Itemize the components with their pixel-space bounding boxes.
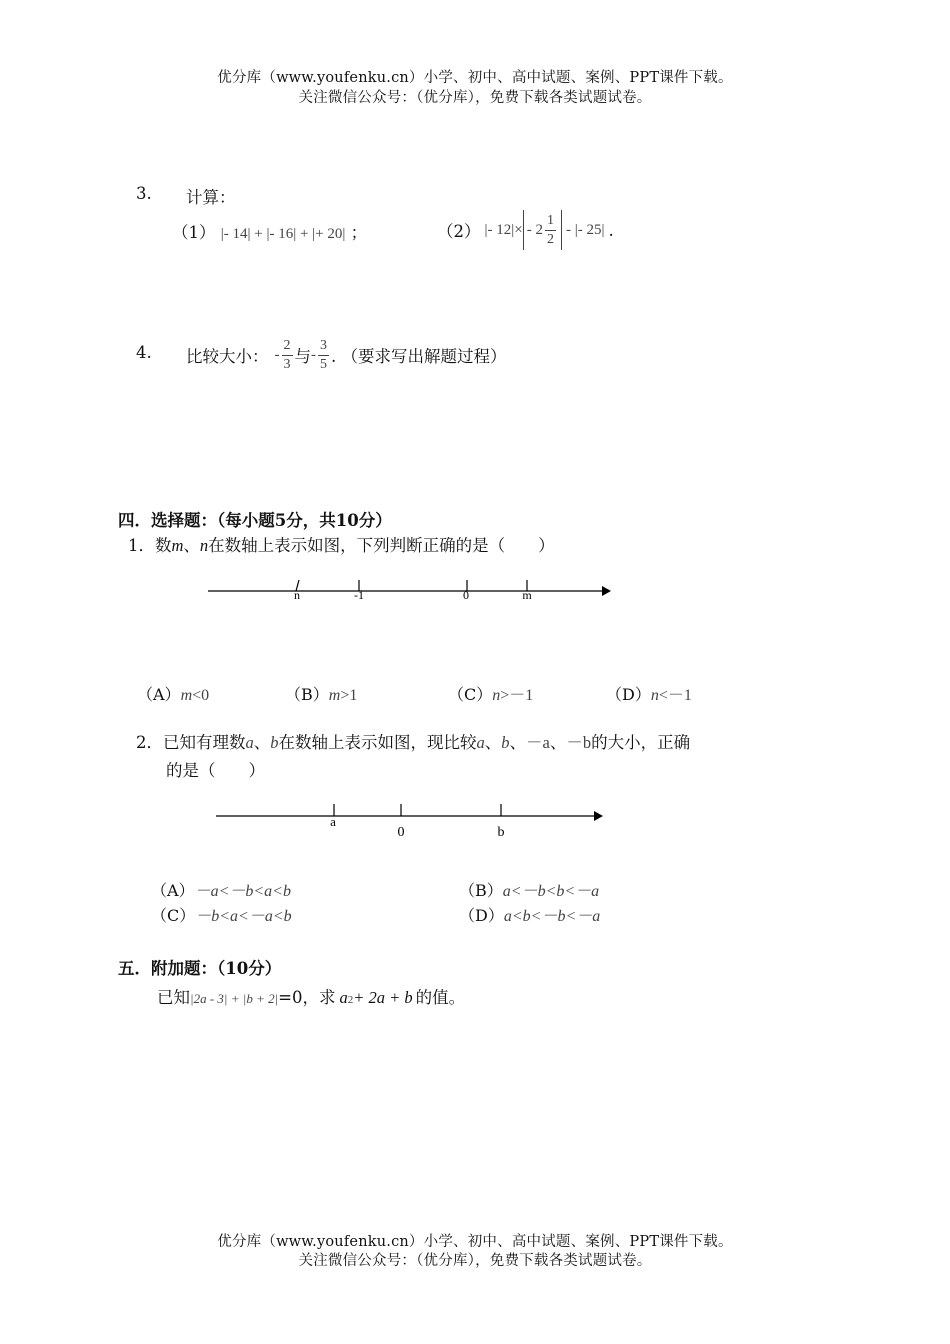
sec4-q2-list-neg-b: －b xyxy=(566,733,592,752)
q4-number: 4. xyxy=(136,343,152,362)
q4-frac2-sign: - xyxy=(311,346,316,363)
section4-title: 四．选择题：（每小题5分，共10分） xyxy=(118,511,392,530)
q3-part2-end: . xyxy=(608,220,614,240)
q3-part2-label: （2） xyxy=(437,222,481,241)
sec4-q2-stem-b: 在数轴上表示如图，现比较 xyxy=(278,733,477,752)
q3-part2-fraction xyxy=(545,214,556,247)
sec5-abs-expr: |2a - 3| + |b + 2| xyxy=(190,991,279,1006)
sec4-q2-sep: 、 xyxy=(253,733,271,752)
header-line-2: 关注微信公众号：（优分库），免费下载各类试题试卷。 xyxy=(298,90,652,106)
label-b: b xyxy=(497,825,505,840)
sec4-q2-var-a: a xyxy=(245,733,254,752)
q4-frac2-den: 5 xyxy=(320,356,327,372)
option-b-var: m xyxy=(328,687,341,704)
sec4-q1-sep: 、 xyxy=(183,536,200,555)
q2-option-b-expr: a<－b<b<－a xyxy=(502,883,600,900)
sec4-q1-option-b[interactable] xyxy=(285,682,357,705)
q3-part2-frac-den: 2 xyxy=(546,231,554,247)
option-c-var: n xyxy=(492,687,501,704)
label-neg1: -1 xyxy=(354,588,364,602)
sec4-q2-list-sep3: 、 xyxy=(549,733,567,752)
option-d-label: （D） xyxy=(606,685,651,704)
sec4-q1-var-m: m xyxy=(171,536,184,555)
q2-option-c-label: （C） xyxy=(151,906,196,925)
footer-line-1: 优分库（www.youfenku.cn）小学、初中、高中试题、案例、PPT课件下载。 xyxy=(217,1234,733,1250)
sec5-target-a: a xyxy=(339,988,348,1007)
q4-fraction-2 xyxy=(318,339,329,372)
sec4-q2-stem-c: 的大小，正确 xyxy=(591,733,691,752)
sec5-problem xyxy=(157,984,465,1008)
q4-frac1-sign: - xyxy=(274,346,280,363)
option-a-label: （A） xyxy=(137,685,181,704)
q3-part1-label: （1） xyxy=(172,223,216,242)
q4-tail: . （要求写出解题过程） xyxy=(331,347,507,366)
sec4-q2-stem-a: 2．已知有理数 xyxy=(136,733,246,752)
sec4-q1-option-d[interactable] xyxy=(606,682,692,705)
q3-part2-abs1: |- 12| xyxy=(484,221,515,238)
q2-option-d-expr: a<b<－b<－a xyxy=(503,908,601,925)
sec4-q2-var-b: b xyxy=(270,733,279,752)
sec5-target-exp: 2 xyxy=(347,994,354,1006)
label-m: m xyxy=(522,588,532,602)
sec4-q2-option-c[interactable] xyxy=(151,903,292,926)
q4-frac1-den: 3 xyxy=(283,356,291,372)
sec4-q1-stem-rest: 在数轴上表示如图，下列判断正确的是（ ） xyxy=(208,536,555,555)
q3-part2-mixed-whole: - 2 xyxy=(526,221,543,238)
sec4-q1-option-a[interactable] xyxy=(137,682,209,705)
q2-option-d-label: （D） xyxy=(459,906,504,925)
q4-mid: 与 xyxy=(294,347,311,366)
q3-part2 xyxy=(437,210,614,250)
axis-arrow-1 xyxy=(602,586,611,596)
section5-title: 五．附加题：（10分） xyxy=(118,959,282,978)
sec4-q1-stem xyxy=(128,532,555,556)
q2-option-c-expr: －b<a<－a<b xyxy=(195,908,292,925)
sec4-q2-option-b[interactable] xyxy=(459,878,599,901)
option-d-var: n xyxy=(650,687,659,704)
q3-number: 3. xyxy=(136,184,152,203)
option-a-var: m xyxy=(180,687,193,704)
number-line-1 xyxy=(200,572,620,612)
q3-title: 计算： xyxy=(186,188,236,207)
sec5-tail: 的值。 xyxy=(415,988,466,1007)
axis-arrow-2 xyxy=(594,811,603,821)
footer-line-2: 关注微信公众号：（优分库），免费下载各类试题试卷。 xyxy=(298,1253,652,1269)
option-d-rest: <－1 xyxy=(658,687,692,704)
q3-part2-abs3: - |- 25| xyxy=(565,221,605,238)
label-n: n xyxy=(294,588,300,602)
q3-part1-end: ； xyxy=(350,223,368,242)
q3-part2-abs2 xyxy=(523,210,562,250)
label-zero: 0 xyxy=(463,588,469,602)
q2-option-a-expr: －a<－b<a<b xyxy=(194,883,291,900)
sec4-q2-stem-line1 xyxy=(136,729,690,753)
label-a: a xyxy=(330,814,336,829)
sec4-q1-option-c[interactable] xyxy=(448,682,533,705)
label-zero-2: 0 xyxy=(397,825,405,840)
sec4-q2-list-a: a xyxy=(476,733,485,752)
q3-part2-frac-num: 1 xyxy=(545,214,556,231)
sec5-target-rest: + 2a + b xyxy=(353,988,413,1007)
q3-part1-expr: |- 14| + |- 16| + |+ 20| xyxy=(220,226,346,242)
sec4-q1-stem-num: 1．数 xyxy=(128,536,172,555)
header-line-1: 优分库（www.youfenku.cn）小学、初中、高中试题、案例、PPT课件下载。 xyxy=(217,70,733,86)
sec4-q2-list-neg-a: －a xyxy=(526,733,550,752)
number-line-2 xyxy=(208,798,618,842)
sec4-q2-option-d[interactable] xyxy=(459,903,600,926)
q4-frac2-num: 3 xyxy=(318,339,329,356)
q2-option-b-label: （B） xyxy=(459,881,503,900)
q4-frac1-num: 2 xyxy=(282,339,293,356)
sec4-q2-option-a[interactable] xyxy=(151,878,291,901)
option-a-rest: <0 xyxy=(192,687,210,704)
sec4-q2-list-b: b xyxy=(501,733,510,752)
q4-fraction-1 xyxy=(282,339,293,372)
sec5-pre: 已知 xyxy=(157,988,190,1007)
sec5-eq: =0，求 xyxy=(278,988,336,1007)
option-c-label: （C） xyxy=(448,685,493,704)
q4-line xyxy=(186,334,507,376)
q2-option-a-label: （A） xyxy=(151,881,195,900)
sec4-q1-var-n: n xyxy=(199,536,209,555)
q3-part2-times: × xyxy=(514,221,523,238)
q4-title: 比较大小： xyxy=(186,347,269,366)
sec4-q2-stem-line2: 的是（ ） xyxy=(166,761,265,780)
sec4-q2-list-sep1: 、 xyxy=(484,733,502,752)
option-b-rest: >1 xyxy=(340,687,358,704)
option-c-rest: >－1 xyxy=(500,687,534,704)
option-b-label: （B） xyxy=(285,685,329,704)
q3-part1 xyxy=(172,219,367,243)
sec4-q2-list-sep2: 、 xyxy=(509,733,526,752)
